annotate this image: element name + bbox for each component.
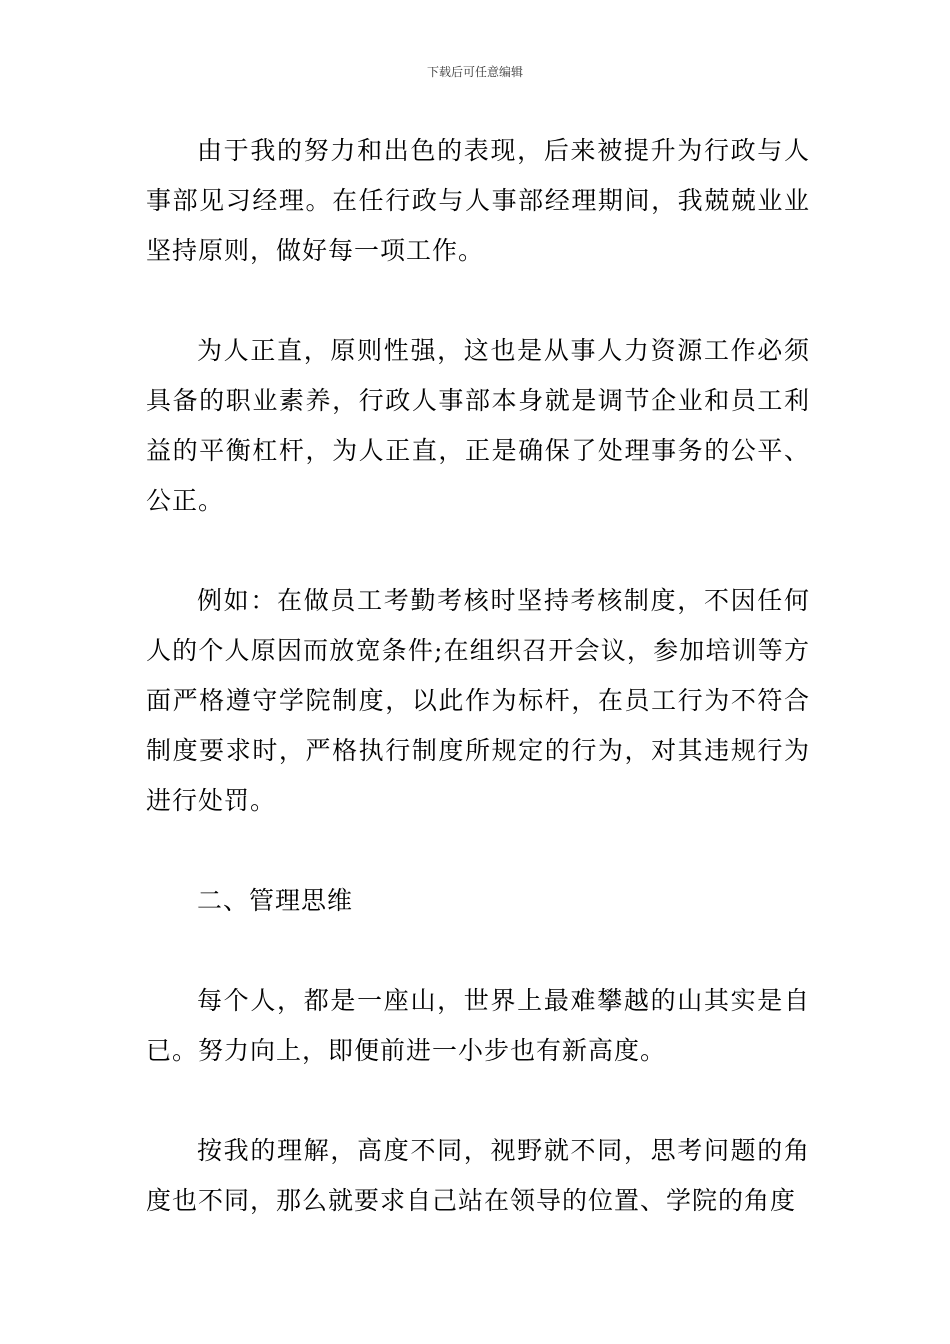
paragraph-mountain: 每个人，都是一座山，世界上最难攀越的山其实是自已。努力向上，即便前进一小步也有新高度。 (146, 986, 810, 1065)
paragraph-integrity: 为人正直，原则性强，这也是从事人力资源工作必须具备的职业素养，行政人事部本身就是调节企业和员工利益的平衡杠杆，为人正直，正是确保了处理事务的公平、公正。 (146, 336, 810, 515)
section-heading-management-thinking: 二、管理思维 (197, 886, 354, 915)
paragraph-perspective: 按我的理解，高度不同，视野就不同，思考问题的角度也不同，那么就要求自己站在领导的位置、学院的角度 (146, 1136, 810, 1215)
paragraph-example: 例如：在做员工考勤考核时坚持考核制度，不因任何人的个人原因而放宽条件;在组织召开会议，参加培训等方面严格遵守学院制度，以此作为标杆，在员工行为不符合制度要求时，严格执行制度所规定的行为，对其违规行为进行处罚。 (146, 586, 810, 815)
document-body (146, 126, 810, 1276)
page-header-note: 下载后可任意编辑 (426, 65, 523, 79)
paragraph-promotion: 由于我的努力和出色的表现，后来被提升为行政与人事部见习经理。在任行政与人事部经理期间，我兢兢业业坚持原则，做好每一项工作。 (146, 136, 810, 265)
